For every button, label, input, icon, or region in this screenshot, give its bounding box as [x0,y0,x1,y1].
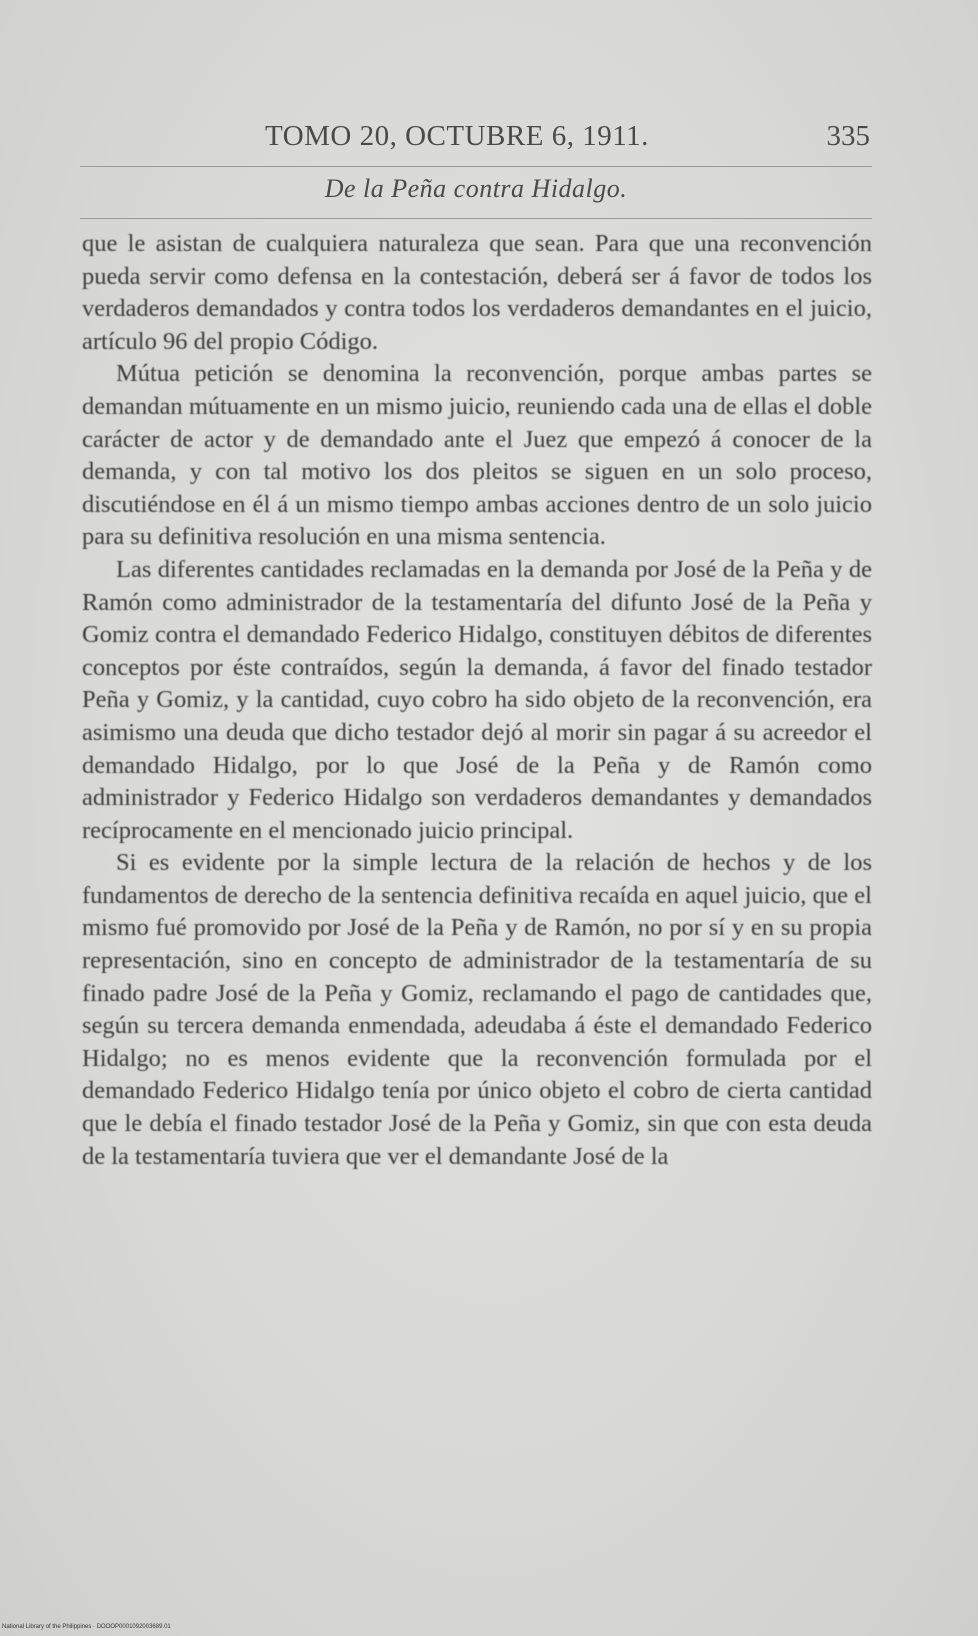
paragraph-1: que le asistan de cualquiera naturaleza que sean. Para que una reconvención pueda servir como defensa en la contestación, deberá ser á favor de todos los verdaderos demandados y contra todos los verdaderos demandantes en el juicio, artículo 96 del propio Código. [82,230,872,355]
page-number: 335 [826,120,870,152]
paragraph-2: Mútua petición se denomina la reconvención, porque ambas partes se demandan mútuamente en un mismo juicio, reuniendo cada una de ellas el doble carácter de actor y de demandado ante el Juez que empezó á conocer de la demanda, y con tal motivo los dos pleitos se siguen en un solo proceso, discutiéndose en él á un mismo tiempo ambas acciones dentro de un solo juicio para su definitiva resolución en una misma sentencia. [82,360,872,551]
header-rule-bottom [80,218,872,219]
running-head: TOMO 20, OCTUBRE 6, 1911. [265,120,649,152]
paragraph-4: Si es evidente por la simple lectura de la relación de hechos y de los fundamentos de derecho de la sentencia definitiva recaída en aquel juicio, que el mismo fué promovido por José de la Peña y de Ramón, no por sí y en su propia representación, sino en concepto de administrador de la testamentaría de su finado padre José de la Peña y Gomiz, reclamando el pago de cantidades que, según su tercera demanda enmendada, adeudaba á éste el demandado Federico Hidalgo; no es menos evidente que la reconvención formulada por el demandado Federico Hidalgo tenía por único objeto el cobro de cierta cantidad que le debía el finado testador José de la Peña y Gomiz, sin que con esta deuda de la testamentaría tuviera que ver el demandante José de la [82,849,872,1170]
header-rule-top [80,166,872,167]
body-text [82,228,872,1173]
case-title: De la Peña contra Hidalgo. [324,174,628,203]
paragraph-3: Las diferentes cantidades reclamadas en la demanda por José de la Peña y de Ramón como administrador de la testamentaría del difunto José de la Peña y Gomiz contra el demandado Federico Hidalgo, constituyen débitos de diferentes conceptos por éste contraídos, según la demanda, á favor del finado testador Peña y Gomiz, y la cantidad, cuyo cobro ha sido objeto de la reconvención, era asimismo una deuda que dicho testador dejó al morir sin pagar á su acreedor el demandado Hidalgo, por lo que José de la Peña y de Ramón como administrador y Federico Hidalgo son verdaderos demandantes y demandados recíprocamente en el mencionado juicio principal. [82,555,872,844]
scan-footer-note: National Library of the Philippines · DOOOP0001092003689.01 [2,1624,171,1630]
page-header [80,110,870,170]
